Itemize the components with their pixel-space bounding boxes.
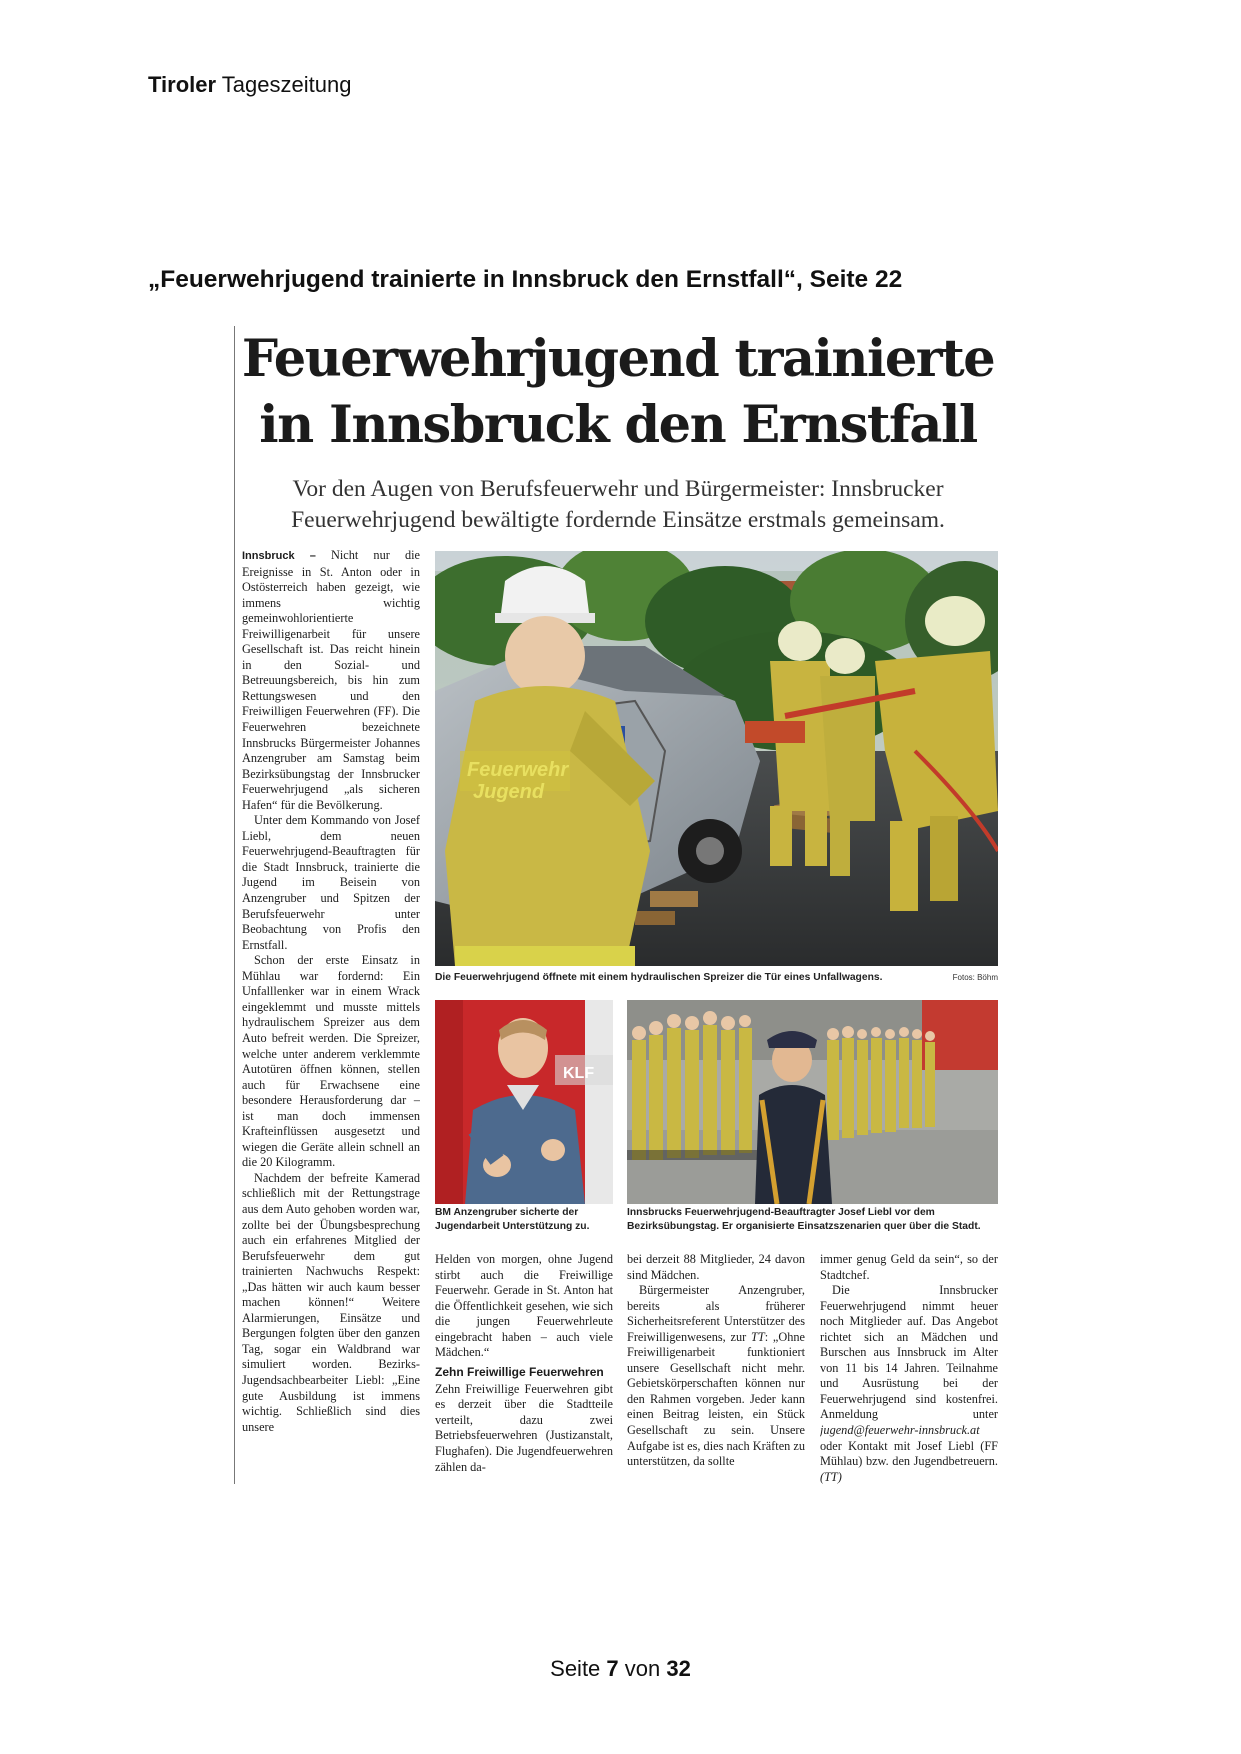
newspaper-clipping [234,326,1002,1491]
contact-email: jugend@feuerwehr-innsbruck.at [820,1423,980,1438]
headline-line-1: Feuerwehrjugend trainierte [241,329,995,389]
article-subheadline [234,474,1002,536]
col1-paragraph-4: Nachdem der befreite Kamerad schließlich mit der Rettungstrage aus dem Auto gehoben worden war, zollte bei der Übungsbesprechung auch ein erfahrenes Mitglied der Berufsfeuerwehr dem gut trainierten Nachwuchs Respekt: „Das hätten wir auch kaum besser machen können!“ Weitere Alarmierungen, Einsätze und Bergungen folgten über den ganzen Tag, sogar ein Waldbrand war simuliert worden. Bezirks-Jugendsachbearbeiter Liebl: „Eine gute Ausbildung ist immens wichtig. Schließlich sind dies unsere [242,1170,420,1434]
page-footer: Seite 7 von 32 [550,1656,691,1681]
dateline: Innsbruck – [242,550,316,562]
publication-header [148,72,351,98]
main-photo-car-rescue [435,551,998,966]
col4-paragraph-2: Die Innsbrucker Feuerwehrjugend nimmt heuer noch Mitglieder auf. Das Angebot richtet sich an Mädchen und Burschen aus Innsbruck im Alter von 11 bis 14 Jahren. Teilnahme und Ausrüstung bei der Feuerwehrjugend sind kostenfrei. Anmeldung unter jugend@feuerwehr-innsbruck.at oder Kontakt mit Josef Liebl (FF Mühlau) bzw. den Jugendbetreuern. (TT) [820,1283,998,1484]
col2-paragraph-2: Zehn Freiwillige Feuerwehren gibt es derzeit über die Stadtteile verteilt, dazu zwei Betriebsfeuerwehren (Justizanstalt, Flughafen). Die Jugendfeuerwehren zählen da- [435,1381,613,1474]
article-reference-title: „Feuerwehrjugend trainierte in Innsbruck den Ernstfall“, Seite 22 [148,266,903,293]
article-column-3 [627,1252,805,1488]
publication-name-rest: Tageszeitung [216,72,352,97]
total-page-count: 32 [666,1656,691,1681]
col4-paragraph-1: immer genug Geld da sein“, so der Stadtchef. [820,1252,998,1282]
col1-paragraph-1: Innsbruck – Nicht nur die Ereignisse in St. Anton oder in Ostösterreich haben gezeigt, wie immens wichtig gemeinwohlorientierte Freiwilligenarbeit für unsere Gesellschaft ist. Das reicht hinein in den Sozial- und Betreuungsbereich, bis hin zum Rettungswesen und den Freiwilligen Feuerwehren (FF). Die Feuerwehren bezeichnete Innsbrucks Bürgermeister Johannes Anzengruber am Samstag beim Bezirksübungstag der Innsbrucker Feuerwehrjugend „als sicheren Hafen“ für die Bevölkerung. [242,548,420,812]
article-column-1 [242,548,420,1488]
mayor-photo-caption: BM Anzengruber sicherte der Jugendarbeit Unterstützung zu. [435,1207,590,1232]
article-column-4 [820,1252,998,1488]
jacket-print-jugend: Jugend [473,781,545,803]
mayor-photo [435,1000,613,1204]
col3-paragraph-1: bei derzeit 88 Mitglieder, 24 davon sind Mädchen. [627,1252,805,1282]
col2-paragraph-1: Helden von morgen, ohne Jugend stirbt auch die Freiwillige Feuerwehr. Gerade in St. Anton hat die Öffentlichkeit gesehen, wie sich die jungen Feuerwehrleute eingebracht haben – auch viele Mädchen.“ [435,1252,613,1360]
author-signature: (TT) [820,1469,842,1484]
article-headline [234,326,1002,458]
main-photo-caption: Die Feuerwehrjugend öffnete mit einem hydraulischen Spreizer die Tür eines Unfallwagens. [435,972,883,983]
group-photo-caption: Innsbrucks Feuerwehrjugend-Beauftragter Josef Liebl vor dem Bezirksübungstag. Er organisierte Einsatzszenarien quer über die Stadt. [627,1207,981,1232]
current-page-number: 7 [606,1656,619,1681]
col3-paragraph-2: Bürgermeister Anzengruber, bereits als früherer Sicherheitsreferent Unterstützer des Freiwilligenwesens, zur TT: „Ohne Freiwilligenarbeit funktioniert unsere Gesellschaft nicht mehr. Gebietskörperschaften können nur den Rahmen vorgeben. Jeder kann einen Beitrag leisten, ein Stück Gesellschaft zu sein. Unsere Aufgabe ist es, dies nach Kräften zu unterstützen, da sollte [627,1283,805,1469]
publication-name-bold: Tiroler [148,72,217,97]
col1-paragraph-3: Schon der erste Einsatz in Mühlau war fordernd: Ein Unfalllenker war in einem Wrack eingeklemmt und musste mittels hydraulischem Spreizer aus dem Auto befreit werden. Die Spreizer, welche unter anderem verklemmte Autotüren öffnen können, stellen auch für Erwachsene eine besondere Herausforderung dar – ist man doch immensen Krafteinflüssen ausgesetzt und wiegen die Geräte allein schnell an die 20 Kilogramm. [242,953,420,1170]
photo-credit: Fotos: Böhm [952,973,998,982]
article-subheading: Zehn Freiwillige Feuerwehren [435,1364,604,1379]
subhead-line-2: Feuerwehrjugend bewältigte fordernde Einsätze erstmals gemeinsam. [291,507,945,533]
tt-reference: TT [751,1329,765,1344]
col1-paragraph-2: Unter dem Kommando von Josef Liebl, dem neuen Feuerwehrjugend-Beauftragten für die Stadt Innsbruck, trainierte die Jugend im Beisein von Anzengruber und Spitzen der Berufsfeuerwehr unter Beobachtung von Profis den Ernstfall. [242,813,420,952]
subhead-line-1: Vor den Augen von Berufsfeuerwehr und Bürgermeister: Innsbrucker [292,476,944,502]
article-column-2 [435,1252,613,1488]
truck-label-klf: KLF [563,1065,595,1082]
jacket-print-feuerwehr: Feuerwehr [467,759,569,781]
headline-line-2: in Innsbruck den Ernstfall [259,395,977,455]
group-photo [627,1000,998,1204]
